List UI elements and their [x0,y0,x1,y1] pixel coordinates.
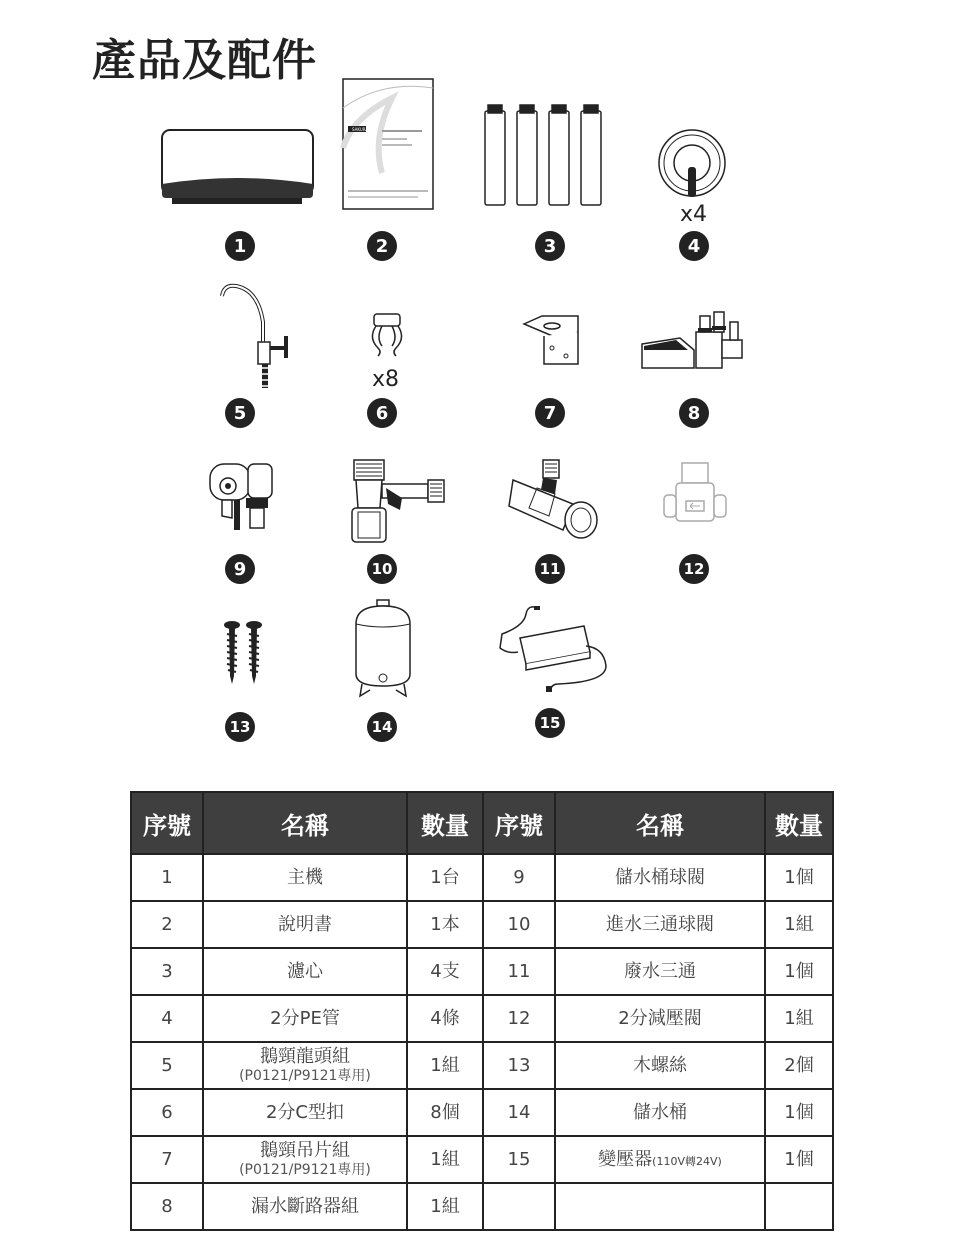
cell-name-main: 鵝頸吊片組 [260,1140,350,1162]
cell-number: 7 [131,1136,203,1183]
item-number-badge: 10 [367,554,397,584]
cell-number: 3 [131,948,203,995]
quantity-label: x8 [372,367,400,392]
item-number-badge: 4 [679,231,709,261]
cell-number: 1 [131,854,203,901]
inlet-tee-valve-illustration [350,458,448,546]
item-number-badge: 15 [535,708,565,738]
cell-number: 15 [483,1136,555,1183]
table-row [131,1042,833,1089]
drain-saddle-tee-illustration [507,458,601,540]
cell-number: 12 [483,995,555,1042]
cell-name-note: (110V轉24V) [652,1154,722,1168]
item-number-badge: 7 [535,398,565,428]
cell-name-main: 鵝頸龍頭組 [260,1046,350,1068]
cell-name: 儲水桶球閥 [555,854,765,901]
cell-quantity: 1個 [765,1136,833,1183]
cell-number: 14 [483,1089,555,1136]
cell-name: 2分PE管 [203,995,407,1042]
cell-name: 主機 [203,854,407,901]
cell-quantity: 1個 [765,948,833,995]
item-number-badge: 3 [535,231,565,261]
pressure-reducing-valve-illustration [662,461,728,525]
table-header-row [131,792,833,854]
power-adapter-illustration [498,604,610,694]
cell-quantity: 4條 [407,995,483,1042]
col-header-number: 序號 [131,792,203,854]
cell-name: 儲水桶 [555,1089,765,1136]
table-row [131,948,833,995]
cell-name: 說明書 [203,901,407,948]
cell-quantity: 1個 [765,854,833,901]
cell-quantity: 4支 [407,948,483,995]
page-title: 產品及配件 [92,35,317,86]
item-number-badge: 11 [535,554,565,584]
cell-name: 2分減壓閥 [555,995,765,1042]
item-number-badge: 6 [367,398,397,428]
table-row [131,854,833,901]
main-unit-illustration [160,128,315,206]
item-number-badge: 5 [225,398,255,428]
table-row [131,1136,833,1183]
tank-ball-valve-illustration [208,460,274,532]
cell-name [555,1183,765,1230]
table-row [131,901,833,948]
cell-name [555,1136,765,1183]
cell-number: 4 [131,995,203,1042]
cell-quantity: 1台 [407,854,483,901]
cell-number: 5 [131,1042,203,1089]
item-number-badge: 8 [679,398,709,428]
cell-quantity: 1組 [407,1042,483,1089]
table-row [131,1183,833,1230]
item-number-badge: 2 [367,231,397,261]
col-header-number: 序號 [483,792,555,854]
cell-number: 11 [483,948,555,995]
filter-cartridges-illustration [480,103,608,207]
cell-quantity: 1組 [407,1136,483,1183]
cell-name: 木螺絲 [555,1042,765,1089]
col-header-quantity: 數量 [407,792,483,854]
cell-name-note: (P0121/P9121專用) [239,1161,371,1178]
col-header-quantity: 數量 [765,792,833,854]
pe-tube-coil-illustration [656,127,728,199]
leak-stop-valve-illustration [640,310,744,372]
item-number-badge: 1 [225,231,255,261]
cell-name: 廢水三通 [555,948,765,995]
storage-tank-illustration [352,600,414,698]
cell-name [203,1136,407,1183]
cell-name-note: (P0121/P9121專用) [239,1067,371,1084]
cell-name: 進水三通球閥 [555,901,765,948]
cell-number [483,1183,555,1230]
cell-number: 6 [131,1089,203,1136]
manual-brand-logo: SAKURA [352,127,369,132]
cell-name: 2分C型扣 [203,1089,407,1136]
manual-booklet-illustration [342,78,434,210]
cell-name-main: 變壓器 [598,1148,653,1170]
cell-quantity: 1組 [407,1183,483,1230]
cell-number: 9 [483,854,555,901]
cell-name [203,1042,407,1089]
cell-number: 10 [483,901,555,948]
item-number-badge: 14 [367,712,397,742]
item-number-badge: 12 [679,554,709,584]
parts-table [130,791,834,1231]
wood-screws-illustration [220,620,266,686]
item-number-badge: 9 [225,554,255,584]
cell-quantity: 1個 [765,1089,833,1136]
quantity-label: x4 [680,202,708,227]
table-row [131,1089,833,1136]
cell-quantity [765,1183,833,1230]
cell-number: 8 [131,1183,203,1230]
faucet-bracket-illustration [522,314,582,368]
col-header-name: 名稱 [203,792,407,854]
cell-name: 漏水斷路器組 [203,1183,407,1230]
cell-quantity: 1本 [407,901,483,948]
c-clip-illustration [370,312,404,356]
cell-quantity: 8個 [407,1089,483,1136]
item-number-badge: 13 [225,712,255,742]
cell-number: 13 [483,1042,555,1089]
gooseneck-faucet-illustration [218,282,294,392]
cell-name: 濾心 [203,948,407,995]
cell-number: 2 [131,901,203,948]
col-header-name: 名稱 [555,792,765,854]
cell-quantity: 1組 [765,995,833,1042]
cell-quantity: 2個 [765,1042,833,1089]
cell-quantity: 1組 [765,901,833,948]
table-row [131,995,833,1042]
